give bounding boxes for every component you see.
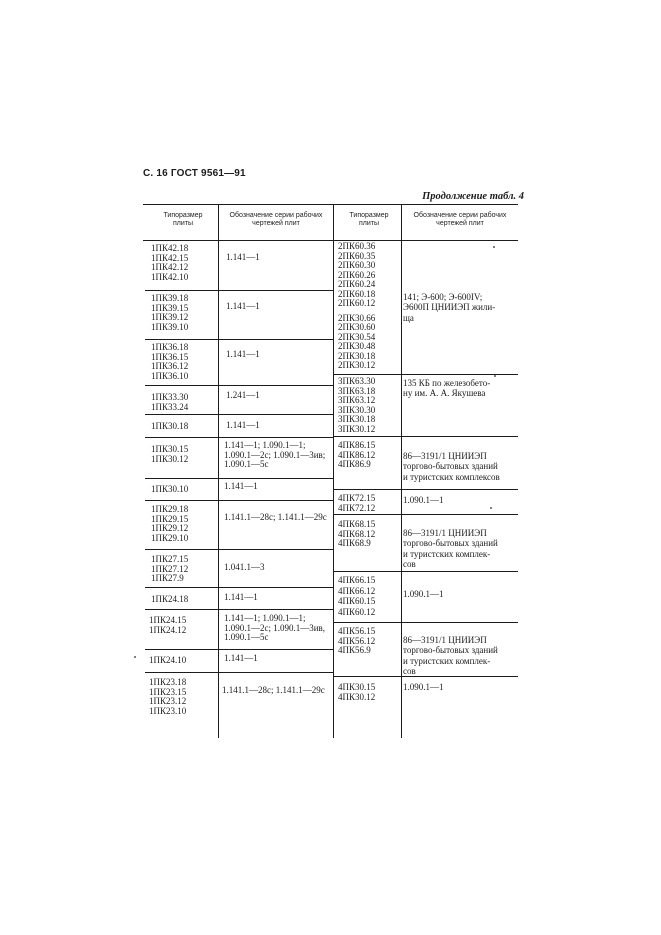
right-row-rule	[333, 436, 518, 437]
column-header-size-right: Типоразмер плиты	[349, 212, 389, 227]
right-series-cell: 1.090.1—1	[403, 589, 444, 599]
right-series-cell: 1.090.1—1	[403, 495, 444, 505]
left-size-cell: 1ПК24.10	[149, 655, 187, 665]
left-size-cell: 1ПК24.15 1ПК24.12	[149, 615, 187, 635]
left-row-rule	[145, 339, 333, 340]
page-header: С. 16 ГОСТ 9561—91	[143, 168, 246, 179]
scan-speck	[490, 507, 492, 509]
right-row-rule	[333, 514, 518, 515]
left-series-cell: 1.141—1	[224, 653, 258, 663]
left-series-cell: 1.141.1—28с; 1.141.1—29с	[224, 512, 327, 522]
left-row-rule	[145, 290, 333, 291]
right-size-cell: 4ПК56.15 4ПК56.12 4ПК56.9	[338, 626, 376, 656]
left-row-rule	[145, 478, 333, 479]
right-size-cell: 2ПК60.36 2ПК60.35 2ПК60.30 2ПК60.26 2ПК60.24 2ПК60.18 2ПК60.12 2ПК30.66 2ПК30.60 2ПК30.54 2ПК30.48 2ПК30.18 2ПК30.12	[338, 241, 376, 370]
scan-speck	[494, 375, 496, 377]
left-size-cell: 1ПК39.18 1ПК39.15 1ПК39.12 1ПК39.10	[151, 293, 189, 332]
left-row-rule	[145, 549, 333, 550]
right-size-cell: 4ПК86.15 4ПК86.12 4ПК86.9	[338, 440, 376, 470]
left-series-cell: 1.141—1	[226, 252, 260, 262]
right-row-rule	[333, 374, 518, 375]
table-continuation-label: Продолжение табл. 4	[422, 191, 524, 202]
right-size-cell: 4ПК66.15 4ПК66.12 4ПК60.15 4ПК60.12	[338, 575, 376, 617]
left-size-cell: 1ПК27.15 1ПК27.12 1ПК27.9	[151, 554, 189, 584]
left-row-rule	[145, 649, 333, 650]
left-series-cell: 1.041.1—3	[224, 562, 265, 572]
table-header-rule	[143, 240, 518, 241]
left-row-rule	[145, 609, 333, 610]
left-series-cell: 1.241—1	[226, 390, 260, 400]
scan-speck	[493, 246, 495, 248]
left-series-cell: 1.141—1	[226, 420, 260, 430]
left-series-cell: 1.141—1	[224, 592, 258, 602]
column-header-size-left: Типоразмер плиты	[163, 212, 203, 227]
left-size-cell: 1ПК23.18 1ПК23.15 1ПК23.12 1ПК23.10	[149, 677, 187, 716]
right-series-cell: 141; Э-600; Э-600IV; Э600П ЦНИИЭП жили- ща	[403, 292, 496, 323]
left-size-cell: 1ПК24.18	[151, 594, 189, 604]
left-row-rule	[145, 414, 333, 415]
right-size-cell: 4ПК72.15 4ПК72.12	[338, 493, 376, 513]
left-row-rule	[145, 672, 333, 673]
right-series-cell: 86—3191/1 ЦНИИЭП торгово-бытовых зданий и туристских комплек- сов	[403, 528, 498, 570]
left-size-cell: 1ПК30.10	[151, 484, 189, 494]
left-size-cell: 1ПК42.18 1ПК42.15 1ПК42.12 1ПК42.10	[151, 243, 189, 282]
right-series-cell: 135 КБ по железобето- ну им. А. А. Якушева	[403, 378, 491, 399]
right-series-cell: 86—3191/1 ЦНИИЭП торгово-бытовых зданий и туристских комплек- сов	[403, 635, 498, 677]
column-divider-2	[333, 204, 334, 738]
left-series-cell: 1.141—1; 1.090.1—1; 1.090.1—2с; 1.090.1—3ив; 1.090.1—5с	[224, 440, 326, 470]
left-row-rule	[145, 437, 333, 438]
left-size-cell: 1ПК30.15 1ПК30.12	[151, 444, 189, 464]
left-row-rule	[145, 500, 333, 501]
column-divider-3	[401, 204, 402, 738]
left-row-rule	[145, 587, 333, 588]
right-series-cell: 86—3191/1 ЦНИИЭП торгово-бытовых зданий и туристских комплексов	[403, 451, 500, 482]
left-size-cell: 1ПК30.18	[151, 421, 189, 431]
table-top-rule	[143, 204, 518, 205]
right-size-cell: 3ПК63.30 3ПК63.18 3ПК63.12 3ПК30.30 3ПК30.18 3ПК30.12	[338, 376, 376, 434]
right-row-rule	[333, 622, 518, 623]
left-series-cell: 1.141—1	[226, 349, 260, 359]
left-series-cell: 1.141.1—28с; 1.141.1—29с	[222, 685, 325, 695]
column-header-series-left: Обозначение серии рабочих чертежей плит	[229, 212, 323, 227]
left-size-cell: 1ПК29.18 1ПК29.15 1ПК29.12 1ПК29.10	[151, 504, 189, 543]
column-header-series-right: Обозначение серии рабочих чертежей плит	[413, 212, 507, 227]
right-row-rule	[333, 571, 518, 572]
right-series-cell: 1.090.1—1	[403, 682, 444, 692]
left-row-rule	[145, 385, 333, 386]
left-series-cell: 1.141—1	[226, 301, 260, 311]
left-series-cell: 1.141—1; 1.090.1—1; 1.090.1—2с; 1.090.1—3ив, 1.090.1—5с	[224, 613, 326, 643]
left-size-cell: 1ПК36.18 1ПК36.15 1ПК36.12 1ПК36.10	[151, 342, 189, 381]
right-row-rule	[333, 489, 518, 490]
right-size-cell: 4ПК68.15 4ПК68.12 4ПК68.9	[338, 519, 376, 549]
right-size-cell: 4ПК30.15 4ПК30.12	[338, 682, 376, 702]
left-size-cell: 1ПК33.30 1ПК33.24	[151, 392, 189, 412]
column-divider-1	[218, 204, 219, 738]
left-series-cell: 1.141—1	[224, 481, 258, 491]
scan-speck	[134, 656, 136, 658]
